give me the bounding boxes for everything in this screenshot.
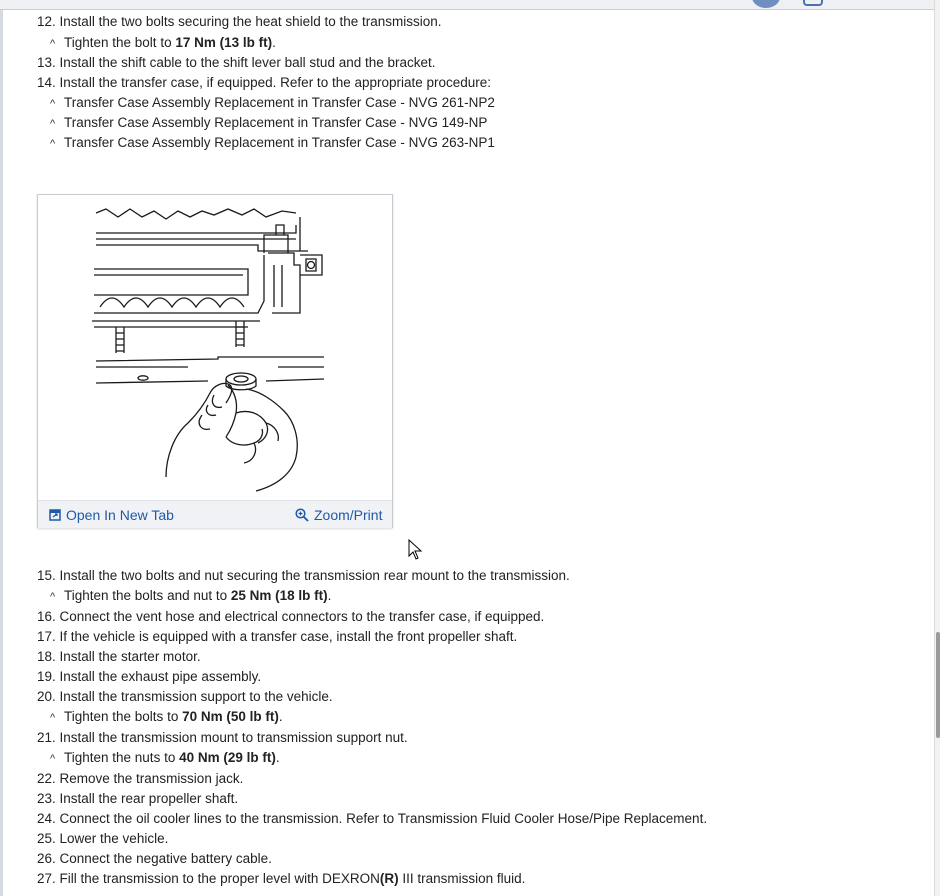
vertical-scrollbar[interactable] — [934, 0, 940, 896]
step-22: 22. Remove the transmission jack. — [37, 771, 244, 786]
zoom-print-button[interactable] — [295, 507, 382, 523]
step-20: 20. Install the transmission support to the vehicle. — [37, 689, 333, 704]
step-13: 13. Install the shift cable to the shift lever ball stud and the bracket. — [37, 55, 436, 70]
user-avatar-icon[interactable] — [752, 0, 780, 8]
step-14: 14. Install the transfer case, if equipped. Refer to the appropriate procedure: — [37, 75, 492, 90]
step-23: 23. Install the rear propeller shaft. — [37, 791, 239, 806]
caret-icon: ^ — [50, 591, 56, 603]
top-toolbar — [0, 0, 934, 10]
search-icon[interactable] — [803, 0, 823, 6]
step-25: 25. Lower the vehicle. — [37, 831, 169, 846]
caret-icon: ^ — [50, 138, 56, 150]
open-in-new-tab-button[interactable] — [49, 507, 174, 523]
mouse-cursor-icon — [408, 539, 424, 561]
step-27: 27. Fill the transmission to the proper level with DEXRON(R) III transmission fluid. — [37, 871, 526, 886]
step-24: 24. Connect the oil cooler lines to the transmission. Refer to Transmission Fluid Cooler Hose/Pipe Replacement. — [37, 811, 708, 826]
step-20-torque: ^ Tighten the bolts to 70 Nm (50 lb ft). — [50, 707, 283, 728]
step-17: 17. If the vehicle is equipped with a transfer case, install the front propeller shaft. — [37, 629, 518, 644]
step-12: 12. Install the two bolts securing the heat shield to the transmission. — [37, 14, 442, 29]
step-18: 18. Install the starter motor. — [37, 649, 201, 664]
transfer-case-link-1[interactable]: ^ Transfer Case Assembly Replacement in Transfer Case - NVG 261-NP2 — [50, 93, 495, 114]
step-19: 19. Install the exhaust pipe assembly. — [37, 669, 262, 684]
illustration-panel — [37, 194, 393, 528]
illustration-toolbar — [38, 500, 392, 528]
transfer-case-link-2[interactable]: ^ Transfer Case Assembly Replacement in Transfer Case - NVG 149-NP — [50, 113, 487, 134]
step-26: 26. Connect the negative battery cable. — [37, 851, 272, 866]
transmission-mount-illustration — [38, 195, 392, 500]
scrollbar-thumb[interactable] — [936, 632, 940, 738]
caret-icon: ^ — [50, 38, 56, 50]
zoom-print-label: Zoom/Print — [314, 507, 383, 523]
caret-icon: ^ — [50, 118, 56, 130]
step-21-torque: ^ Tighten the nuts to 40 Nm (29 lb ft). — [50, 748, 280, 769]
step-12-torque: ^ Tighten the bolt to 17 Nm (13 lb ft). — [50, 33, 276, 54]
step-15-torque: ^ Tighten the bolts and nut to 25 Nm (18 lb ft). — [50, 586, 331, 607]
caret-icon: ^ — [50, 98, 56, 110]
step-15: 15. Install the two bolts and nut securing the transmission rear mount to the transmission. — [37, 568, 570, 583]
transfer-case-link-3[interactable]: ^ Transfer Case Assembly Replacement in Transfer Case - NVG 263-NP1 — [50, 133, 495, 154]
zoom-icon — [295, 508, 309, 522]
caret-icon: ^ — [50, 753, 56, 765]
step-16: 16. Connect the vent hose and electrical connectors to the transfer case, if equipped. — [37, 609, 545, 624]
open-in-new-tab-label: Open In New Tab — [66, 507, 174, 523]
caret-icon: ^ — [50, 712, 56, 724]
left-border — [0, 10, 3, 896]
new-tab-icon — [49, 509, 61, 521]
step-21: 21. Install the transmission mount to transmission support nut. — [37, 730, 408, 745]
